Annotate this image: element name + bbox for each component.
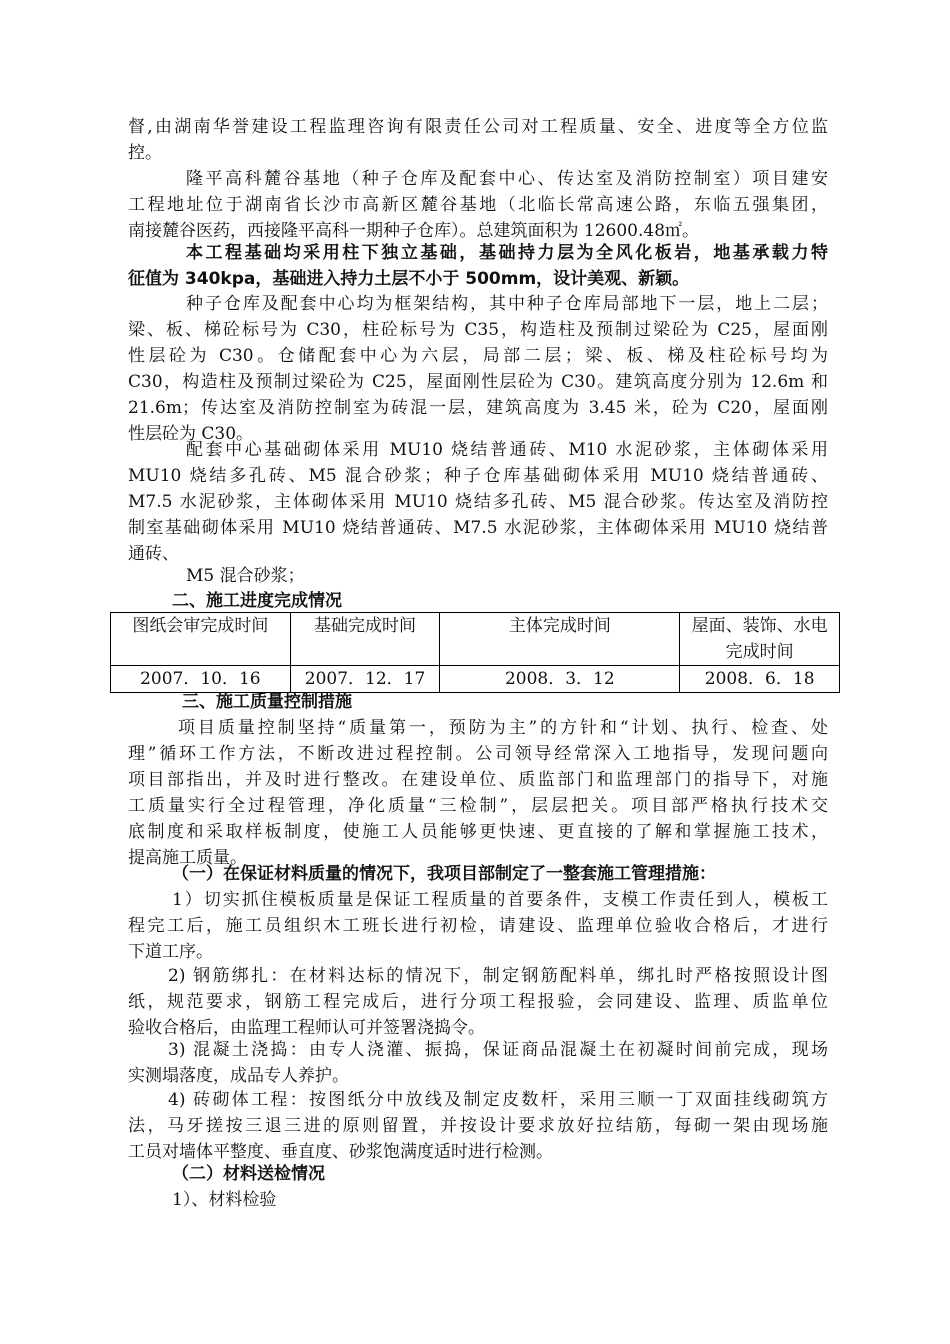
text-line: M5 混合砂浆； <box>186 566 305 586</box>
text-line: 征值为 340kpa，基础进入持力土层不小于 500mm，设计美观、新颖。 <box>128 269 690 289</box>
section2-heading <box>128 588 828 614</box>
text-line: 下道工序。 <box>128 942 213 962</box>
text-line: 项目部指出，并及时进行整改。在建设单位、质监部门和监理部门的指导下，对施 <box>128 770 828 790</box>
structure-paragraph <box>128 291 828 447</box>
text-line: 底制度和采取样板制度，使施工人员能够更快速、更直接的了解和掌握施工技术， <box>128 822 828 842</box>
table-cell: 2007．10．16 <box>111 666 291 693</box>
text-line: 提高施工质量。 <box>128 848 247 868</box>
text-line: 实测塌落度，成品专人养护。 <box>128 1066 349 1086</box>
text-line: 性层砼为 C30。 <box>128 424 254 444</box>
text-line: 控。 <box>128 143 162 163</box>
section3-heading <box>128 689 828 715</box>
subsection2-item <box>128 1187 828 1213</box>
intro-paragraph <box>128 114 828 166</box>
text-line: 理”循环工作方法，不断改进过程控制。公司领导经常深入工地指导，发现问题向 <box>128 744 828 764</box>
section3-intro <box>128 715 828 871</box>
table-header-cell: 主体完成时间 <box>440 613 680 666</box>
heading-text: 三、施工质量控制措施 <box>182 692 352 712</box>
text-line: 隆平高科麓谷基地（种子仓库及配套中心、传达室及消防控制室）项目建安 <box>186 169 828 189</box>
list-item <box>128 1087 828 1165</box>
text-line: 南接麓谷医药，西接隆平高科一期种子仓库）。总建筑面积为 12600.48㎡。 <box>128 221 700 241</box>
progress-table <box>110 612 840 693</box>
text-line: 1）、材料检验 <box>172 1190 277 1210</box>
list-item <box>128 1037 828 1089</box>
text-line: 1）切实抓住模板质量是保证工程质量的首要条件，支模工作责任到人，模板工 <box>172 890 828 910</box>
text-line: 法，马牙搓按三退三进的原则留置，并按设计要求放好拉结筋，每砌一架由现场施 <box>128 1116 828 1136</box>
text-line: 3) 混凝土浇捣：由专人浇灌、振捣，保证商品混凝土在初凝时间前完成，现场 <box>168 1040 828 1060</box>
text-line: 配套中心基础砌体采用 MU10 烧结普通砖、M10 水泥砂浆，主体砌体采用 <box>186 440 828 460</box>
table-cell: 2008．3．12 <box>440 666 680 693</box>
text-line: 完成时间 <box>725 642 794 662</box>
text-line: 2) 钢筋绑扎：在材料达标的情况下，制定钢筋配料单，绑扎时严格按照设计图 <box>168 966 828 986</box>
table-header-cell: 图纸会审完成时间 <box>111 613 291 666</box>
text-line: 本工程基础均采用柱下独立基础，基础持力层为全风化板岩，地基承载力特 <box>186 243 828 263</box>
text-line: 工程地址位于湖南省长沙市高新区麓谷基地（北临长常高速公路，东临五强集团， <box>128 195 828 215</box>
text-line: 工质量实行全过程管理，净化质量“三检制”，层层把关。项目部严格执行技术交 <box>128 796 828 816</box>
subsection2-heading <box>128 1161 828 1187</box>
table-cell: 2007．12．17 <box>290 666 440 693</box>
list-item <box>128 963 828 1041</box>
table-cell: 2008．6．18 <box>680 666 840 693</box>
text-line: 21.6m；传达室及消防控制室为砖混一层，建筑高度为 3.45 米，砼为 C20，屋面刚 <box>128 398 828 418</box>
text-line: 项目质量控制坚持“质量第一，预防为主”的方针和“计划、执行、检查、处 <box>178 718 828 738</box>
text-line: M7.5 水泥砂浆，主体砌体采用 MU10 烧结多孔砖、M5 混合砂浆。传达室及消防控 <box>128 492 828 512</box>
table-header-row <box>111 613 840 666</box>
text-line: 工员对墙体平整度、垂直度、砂浆饱满度适时进行检测。 <box>128 1142 553 1162</box>
text-line: 种子仓库及配套中心均为框架结构，其中种子仓库局部地下一层，地上二层； <box>186 294 828 314</box>
heading-text: 二、施工进度完成情况 <box>172 591 342 611</box>
text-line: 通砖、 <box>128 544 179 564</box>
text-line: 验收合格后，由监理工程师认可并签署浇捣令。 <box>128 1018 485 1038</box>
text-line: 纸，规范要求，钢筋工程完成后，进行分项工程报验，会同建设、监理、质监单位 <box>128 992 828 1012</box>
list-item <box>128 887 828 965</box>
masonry-paragraph <box>128 437 828 567</box>
masonry-tail <box>128 563 828 589</box>
foundation-paragraph <box>128 240 828 292</box>
heading-text: （二）材料送检情况 <box>172 1164 325 1184</box>
text-line: MU10 烧结多孔砖、M5 混合砂浆；种子仓库基础砌体采用 MU10 烧结普通砖、 <box>128 466 828 486</box>
text-line: 督,由湖南华誉建设工程监理咨询有限责任公司对工程质量、安全、进度等全方位监 <box>128 117 828 137</box>
heading-text: （一）在保证材料质量的情况下，我项目部制定了一整套施工管理措施： <box>172 864 716 884</box>
text-line: 制室基础砌体采用 MU10 烧结普通砖、M7.5 水泥砂浆，主体砌体采用 MU10 烧结普 <box>128 518 828 538</box>
subsection1-heading <box>128 861 828 887</box>
text-line: C30，构造柱及预制过梁砼为 C25，屋面刚性层砼为 C30。建筑高度分别为 12.6m 和 <box>128 372 828 392</box>
text-line: 梁、板、梯砼标号为 C30，柱砼标号为 C35，构造柱及预制过梁砼为 C25，屋面刚 <box>128 320 828 340</box>
text-line: 程完工后，施工员组织木工班长进行初检，请建设、监理单位验收合格后，才进行 <box>128 916 828 936</box>
text-line: 4) 砖砌体工程：按图纸分中放线及制定皮数杆，采用三顺一丁双面挂线砌筑方 <box>168 1090 828 1110</box>
table-header-cell <box>680 613 840 666</box>
text-line: 性层砼为 C30。仓储配套中心为六层，局部二层；梁、板、梯及柱砼标号均为 <box>128 346 828 366</box>
project-paragraph <box>128 166 828 244</box>
text-line: 屋面、装饰、水电 <box>691 616 828 636</box>
table-header-cell: 基础完成时间 <box>290 613 440 666</box>
